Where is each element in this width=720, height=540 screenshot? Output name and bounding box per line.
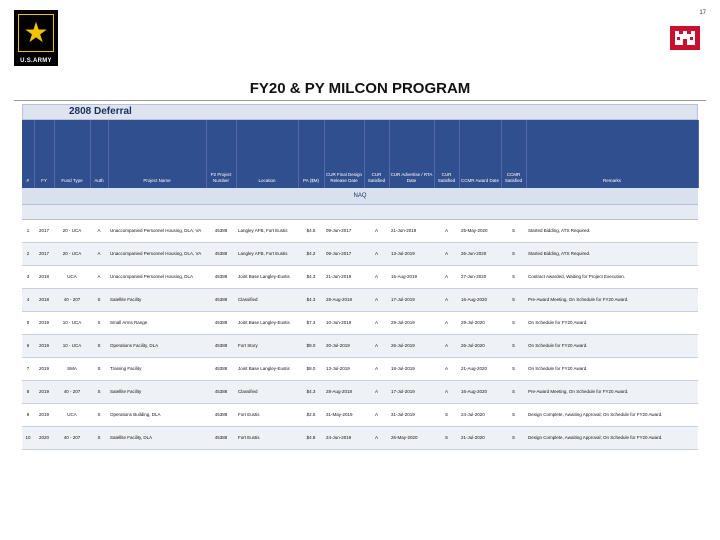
page-title: FY20 & PY MILCON PROGRAM [249,80,471,97]
column-header: # [22,120,34,188]
table-cell: 2019 [34,358,54,381]
table-cell: Joint Base Langley-Eustis [236,312,298,335]
table-cell: 17-Jul-2019 [389,381,434,404]
table-cell: 24-Jun-2019 [324,427,364,450]
table-cell: 2020 [34,427,54,450]
table-cell: Unaccompanied Personnel Housing, DLA [108,266,206,289]
table-cell: $4.8 [298,427,324,450]
table-cell: 17-Jul-2019 [389,289,434,312]
table-cell: $4.3 [298,289,324,312]
column-header: CUR Advertise / RTA Date [389,120,434,188]
table-cell: A [434,358,459,381]
table-cell: Design Complete, Awaiting Approval; On Schedule for FY20 Award. [526,404,698,427]
table-cell: 45388 [206,312,236,335]
table-cell: S [90,289,108,312]
table-cell: S [501,220,526,243]
table-cell: 4 [22,289,34,312]
table-cell: 28-Aug-2018 [324,289,364,312]
table-cell: Classified [236,381,298,404]
table-cell: Small Arms Range [108,312,206,335]
army-logo-label: U.S.ARMY [20,58,52,64]
table-cell: S [501,381,526,404]
table-cell: A [364,312,389,335]
table-cell: 2 [22,243,34,266]
table-cell: Design Complete, Awaiting Approval; On Schedule for FY20 Award. [526,427,698,450]
table-cell: 09-Jun-2017 [324,243,364,266]
table-row [22,404,698,427]
table-cell: A [364,266,389,289]
table-cell: Langley AFB, Fort Eustis [236,220,298,243]
table-cell: 13-Jul-2019 [324,358,364,381]
table-cell: S [501,266,526,289]
table-cell: 1 [22,220,34,243]
table-cell: 29-Jul-2020 [459,312,501,335]
table-cell: A [364,427,389,450]
table-cell: Operations Facility, DLA [108,335,206,358]
section-band [22,188,698,205]
table-cell: 45388 [206,289,236,312]
column-header: Auth [90,120,108,188]
table-header [22,120,698,188]
table-cell: 26-Jun-2020 [459,243,501,266]
column-header: FY [34,120,54,188]
column-header: CUR Satisfied [434,120,459,188]
table-cell: 2019 [34,335,54,358]
table-cell: 2019 [34,381,54,404]
table-cell: On Schedule for FY20 Award. [526,312,698,335]
table-cell: $8.0 [298,335,324,358]
table-cell: 26-Jul-2019 [389,335,434,358]
table-cell: Satellite Facility [108,289,206,312]
table-cell: 20 - UCA [54,243,90,266]
table-cell: A [434,335,459,358]
table-cell: 2018 [34,266,54,289]
table-cell: A [434,312,459,335]
table-cell: $4.3 [298,381,324,404]
table-cell: $4.5 [298,220,324,243]
table-row [22,335,698,358]
table-cell: 2019 [34,312,54,335]
table-cell: 9 [22,404,34,427]
table-cell: Unaccompanied Personnel Housing, DLA, VA [108,220,206,243]
table-cell: 20-Jul-2019 [324,335,364,358]
table-cell: A [364,289,389,312]
table-cell: 8 [22,381,34,404]
milcon-table [22,104,698,450]
column-header: CUR Final Design Release Date [324,120,364,188]
table-cell: S [90,312,108,335]
table-cell: $8.0 [298,358,324,381]
table-cell: 40 - 207 [54,427,90,450]
table-cell: 45388 [206,266,236,289]
table-cell: 45388 [206,404,236,427]
table-cell: S [434,427,459,450]
table-cell: 16-Aug-2020 [459,381,501,404]
table-cell: 5 [22,312,34,335]
table-cell: S [501,289,526,312]
table-cell: 13-Jul-2019 [389,243,434,266]
table-cell: A [90,220,108,243]
army-logo [14,10,58,66]
table-cell: 7 [22,358,34,381]
table-row [22,381,698,404]
column-header: CUR Satisfied [364,120,389,188]
table-cell: 15-Aug-2019 [389,266,434,289]
table-cell: 45388 [206,335,236,358]
table-cell: Training Facility [108,358,206,381]
table-row [22,312,698,335]
table-cell: 40 - 207 [54,381,90,404]
table-cell: 18-Jul-2019 [389,358,434,381]
table-row [22,358,698,381]
table-cell: 45388 [206,381,236,404]
table-cell: Classified [236,289,298,312]
table-cell: A [90,243,108,266]
table-cell: S [434,404,459,427]
table-row [22,220,698,243]
table-cell: 10 [22,427,34,450]
table-cell: S [90,404,108,427]
table-cell: A [364,243,389,266]
table-cell: Satellite Facility [108,381,206,404]
table-cell: S [90,381,108,404]
table-cell: A [364,381,389,404]
column-header: CCMR Award Date [459,120,501,188]
table-cell: 31-Jul-2019 [389,404,434,427]
table-cell: A [434,220,459,243]
table-cell: 2019 [34,404,54,427]
table-cell: $7.3 [298,312,324,335]
table-cell: $4.3 [298,266,324,289]
column-header: CCMR Satisfied [501,120,526,188]
table-cell: A [90,266,108,289]
table-cell: 2018 [34,289,54,312]
table-cell: 45388 [206,220,236,243]
table-cell: 10 - UCA [54,312,90,335]
table-cell: 20 - UCA [54,220,90,243]
table-cell: S [501,427,526,450]
table-cell: A [364,335,389,358]
section-spacer [22,205,698,220]
table-cell: 2017 [34,243,54,266]
table-cell: 26-May-2020 [389,427,434,450]
table-cell: 26-Jul-2020 [459,335,501,358]
table-row [22,289,698,312]
table-cell: A [434,243,459,266]
table-cell: 24-Jul-2020 [459,404,501,427]
section-label: NAQ [22,188,698,205]
table-cell: 45388 [206,243,236,266]
table-cell: 21-Jun-2019 [324,266,364,289]
table-cell: 45388 [206,358,236,381]
column-header: PA ($M) [298,120,324,188]
table-cell: 21-Jun-2019 [389,220,434,243]
column-header: Remarks [526,120,698,188]
army-star-icon: ★ [18,14,54,52]
table-cell: 21-Aug-2020 [459,358,501,381]
table-cell: 27-Jun-2020 [459,266,501,289]
table-cell: A [364,404,389,427]
table-cell: S [90,427,108,450]
column-header: Location [236,120,298,188]
table-cell: A [364,358,389,381]
table-cell: Started Bidding, ATS Required. [526,243,698,266]
table-cell: 40 - 207 [54,289,90,312]
table-cell: 29-Jul-2019 [389,312,434,335]
column-header: P2 Project Number [206,120,236,188]
table-cell: A [364,220,389,243]
table-cell: Joint Base Langley-Eustis [236,266,298,289]
table-cell: $2.5 [298,404,324,427]
table-cell: A [434,266,459,289]
table-cell: 45388 [206,427,236,450]
table-cell: 3 [22,266,34,289]
table-cell: $4.2 [298,243,324,266]
table-cell: Contract Awarded, Waiting for Project Execution. [526,266,698,289]
table-cell: Fort Eustis [236,404,298,427]
table-cell: 28-Aug-2018 [324,381,364,404]
table-cell: On Schedule for FY20 Award. [526,335,698,358]
table-cell: SMA [54,358,90,381]
column-header: Project Name [108,120,206,188]
table-group-label: 2808 Deferral [22,104,698,120]
table-cell: S [501,243,526,266]
castle-icon [670,26,700,50]
table-cell: 10-Jun-2019 [324,312,364,335]
table-cell: S [501,404,526,427]
table-cell: A [434,381,459,404]
table-cell: Fort Eustis [236,427,298,450]
table-row [22,266,698,289]
table-row [22,427,698,450]
table-cell: Joint Base Langley-Eustis [236,358,298,381]
table-cell: S [501,312,526,335]
title-divider [14,100,706,101]
table-cell: S [90,335,108,358]
table-cell: 21-Jul-2020 [459,427,501,450]
table-cell: 16-Aug-2020 [459,289,501,312]
column-header: Fund Type [54,120,90,188]
table-cell: Satellite Facility, DLA [108,427,206,450]
table-cell: Langley AFB, Fort Eustis [236,243,298,266]
table-cell: Started Bidding, ATS Required. [526,220,698,243]
table-cell: UCA [54,404,90,427]
table-cell: 25-May-2020 [459,220,501,243]
table-row [22,243,698,266]
table-cell: 6 [22,335,34,358]
table-cell: S [90,358,108,381]
table-cell: 09-Jun-2017 [324,220,364,243]
table-cell: Operations Building, DLA [108,404,206,427]
table-cell: 2017 [34,220,54,243]
table-cell: A [434,289,459,312]
table-cell: Pre-Award Meeting, On Schedule for FY20 Award. [526,381,698,404]
table-cell: Unaccompanied Personnel Housing, DLA, VA [108,243,206,266]
table-cell: 31-May-2019 [324,404,364,427]
table-cell: S [501,358,526,381]
page-number: 17 [699,10,706,16]
table-cell: 10 - UCA [54,335,90,358]
table-cell: UCA [54,266,90,289]
table-cell: S [501,335,526,358]
table-cell: Fort Story [236,335,298,358]
table-cell: Pre-Award Meeting, On Schedule for FY20 Award. [526,289,698,312]
table-cell: On Schedule for FY20 Award. [526,358,698,381]
